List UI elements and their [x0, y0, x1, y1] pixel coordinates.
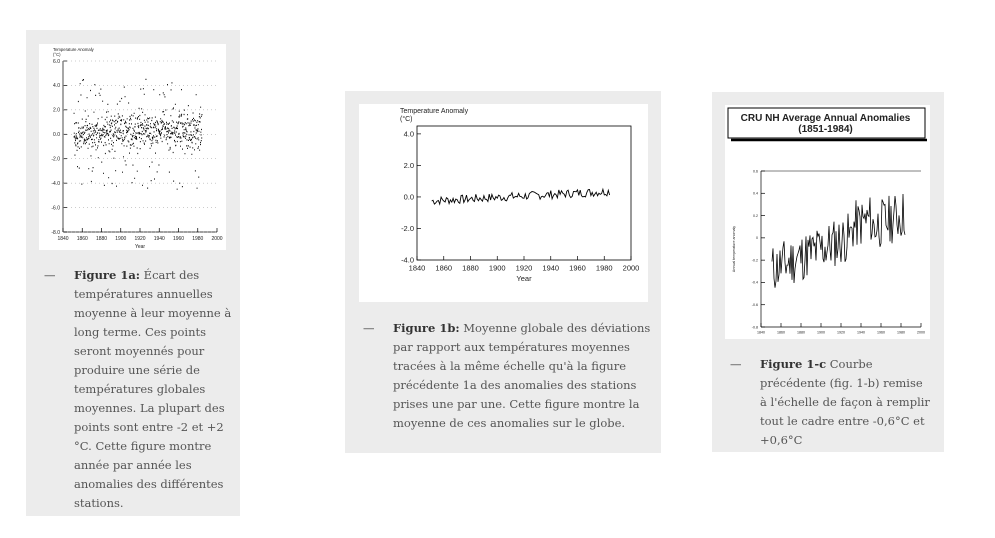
x-tick-label: 1920 — [134, 236, 146, 242]
x-tick-label: 2000 — [622, 263, 640, 273]
x-tick-label: 1840 — [408, 263, 426, 273]
caption-dash: — — [44, 268, 56, 282]
x-tick-label: 1980 — [192, 236, 204, 242]
y-tick-label: -6.0 — [51, 205, 60, 212]
x-tick-label: 1940 — [153, 236, 165, 242]
figure-1b-label: Figure 1b: — [393, 321, 460, 335]
x-tick-label: 1980 — [595, 263, 613, 273]
x-tick-label: 1880 — [462, 263, 479, 273]
y-tick-label: -2.0 — [401, 224, 414, 234]
y-tick-label: 4.0 — [53, 83, 60, 90]
series-line — [432, 189, 610, 204]
x-tick-label: 1860 — [777, 330, 785, 335]
chart-1a — [39, 44, 226, 250]
x-tick-label: 1960 — [569, 263, 586, 273]
y-axis-label: Annual temperature anomaly — [732, 225, 736, 273]
x-tick-label: 1960 — [877, 330, 885, 335]
chart-unit: (°C) — [400, 116, 413, 123]
x-tick-label: 1960 — [172, 236, 185, 242]
chart-1c — [725, 105, 930, 339]
x-tick-label: 2000 — [917, 330, 925, 335]
chart-title: Temperature Anomaly — [400, 108, 469, 115]
figure-1c-label: Figure 1-c — [760, 357, 827, 371]
figure-card-1b — [345, 91, 661, 453]
y-tick-label: 4.0 — [403, 129, 414, 139]
x-axis-label: Year — [134, 244, 146, 250]
x-tick-label: 2000 — [211, 236, 223, 242]
x-tick-label: 1920 — [837, 330, 845, 335]
x-tick-label: 1860 — [76, 236, 88, 242]
figure-1a-text: Écart des températures annuelles moyenne à leur moyenne à long terme. Ces points seront moyennés pour produire une série de températures globales moyennes. La plupart des points sont entre -2 et +2 °C. Cette figure montre année par année les anomalies des différentes stations. — [74, 268, 232, 510]
caption-dash: — — [363, 321, 375, 335]
y-tick-label: -8.0 — [51, 229, 60, 236]
figure-1b-text: Moyenne globale des déviations par rapport aux températures moyennes tracées à la même échelle qu'à la figure précédente 1a des anomalies des stations prises une par une. Cette figure montre la moyenne de ces anomalies sur le globe. — [393, 321, 651, 430]
figure-1a-label: Figure 1a: — [74, 268, 141, 282]
chart-title: Temperature Anomaly — [53, 47, 94, 52]
chart-subtitle: (1851-1984) — [798, 124, 853, 135]
y-tick-label: 0.0 — [53, 132, 60, 139]
chart-1b — [359, 104, 648, 302]
y-tick-label: -0.4 — [751, 280, 758, 285]
y-tick-label: 0.0 — [403, 192, 414, 202]
figure-1c-image — [725, 105, 930, 339]
y-tick-label: -2.0 — [51, 156, 60, 163]
y-tick-label: 0.2 — [753, 213, 758, 218]
x-tick-label: 1980 — [897, 330, 905, 335]
x-tick-label: 1900 — [817, 330, 825, 335]
chart-title: CRU NH Average Annual Anomalies — [740, 113, 911, 124]
figure-1c-text: Courbe précédente (fig. 1-b) remise à l'échelle de façon à remplir tout le cadre entre -0,6°C et +0,6°C — [760, 357, 930, 447]
x-tick-label: 1920 — [515, 263, 533, 273]
x-tick-label: 1900 — [488, 263, 506, 273]
figure-1a-caption — [44, 266, 234, 513]
figure-card-1a — [26, 30, 240, 516]
x-axis-label: Year — [516, 274, 532, 283]
x-tick-label: 1940 — [857, 330, 865, 335]
y-tick-label: -0.2 — [751, 258, 758, 263]
figure-1a-image — [39, 44, 226, 250]
y-tick-label: -0.6 — [751, 302, 758, 307]
x-tick-label: 1840 — [57, 236, 69, 242]
y-tick-label: 0.4 — [753, 191, 758, 196]
x-tick-label: 1860 — [435, 263, 453, 273]
figure-card-1c — [712, 92, 944, 452]
x-tick-label: 1840 — [757, 330, 765, 335]
y-tick-label: -0.8 — [751, 325, 758, 330]
figure-1b-caption — [363, 319, 655, 433]
y-tick-label: 6.0 — [53, 58, 60, 65]
series-line — [772, 194, 905, 288]
x-tick-label: 1880 — [95, 236, 108, 242]
x-tick-label: 1900 — [115, 236, 127, 242]
y-tick-label: -4.0 — [51, 180, 60, 187]
x-tick-label: 1880 — [797, 330, 805, 335]
figure-1c-caption — [730, 355, 932, 450]
x-tick-label: 1940 — [542, 263, 560, 273]
y-tick-label: 2.0 — [53, 107, 60, 114]
y-tick-label: -4.0 — [401, 255, 414, 265]
y-tick-label: 2.0 — [403, 161, 414, 171]
figure-1b-image — [359, 104, 648, 302]
chart-unit: (°C) — [53, 52, 61, 58]
y-tick-label: 0.6 — [753, 169, 758, 174]
y-tick-label: 0 — [756, 236, 758, 241]
caption-dash: — — [730, 357, 742, 371]
